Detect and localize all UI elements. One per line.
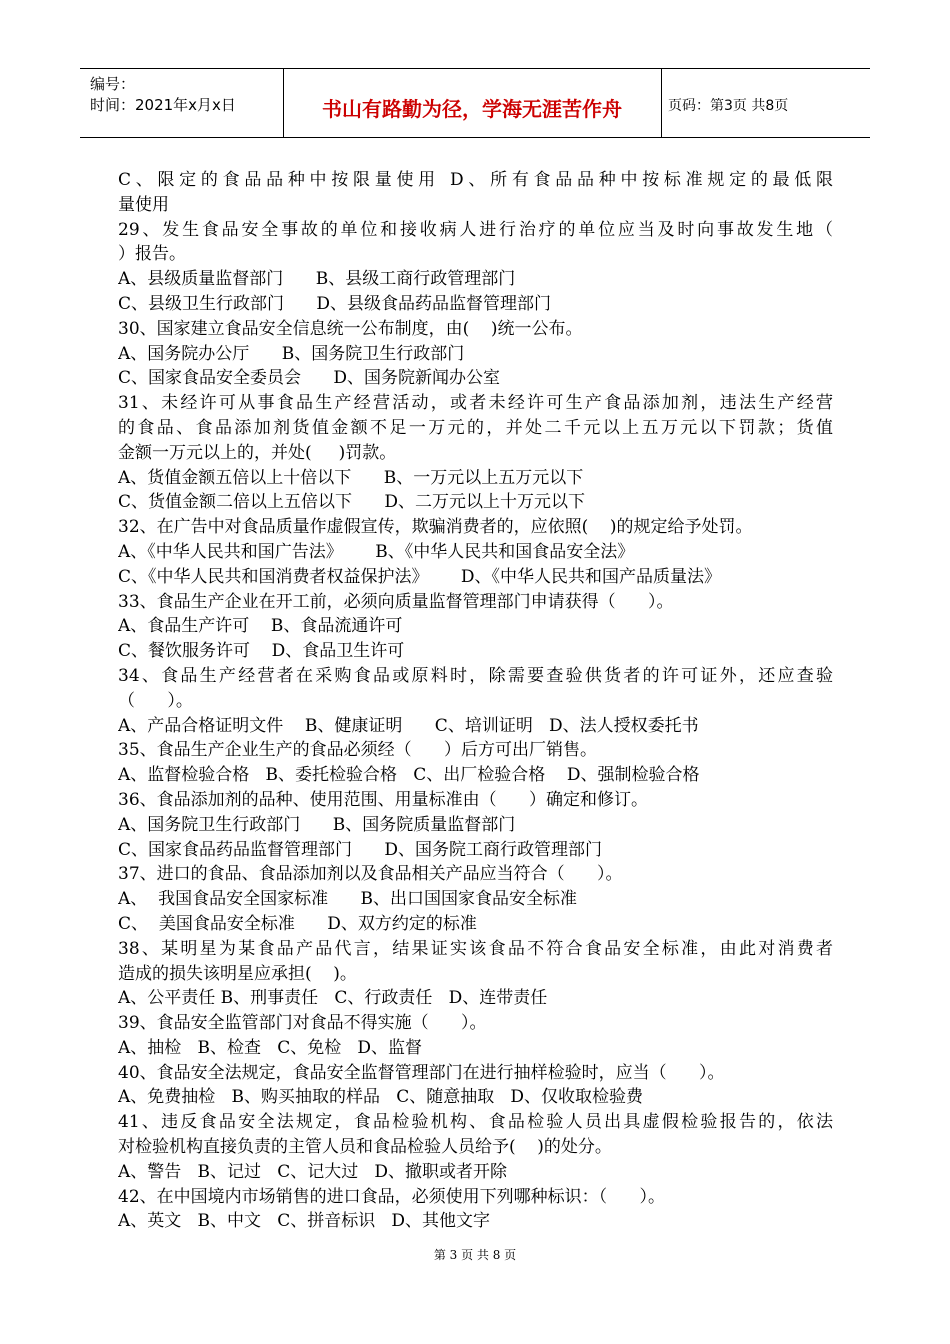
text-line: C、 美国食品安全标准 D、双方约定的标准	[118, 913, 477, 934]
text-line: 的食品、食品添加剂货值金额不足一万元的，并处二千元以上五万元以下罚款；货值	[118, 417, 833, 438]
text-line: 31、未经许可从事食品生产经营活动，或者未经许可生产食品添加剂，违法生产经营	[118, 393, 833, 414]
text-line: 42、在中国境内市场销售的进口食品，必须使用下列哪种标识：（ ）。	[118, 1186, 666, 1207]
text-line: 34、食品生产经营者在采购食品或原料时，除需要查验供货者的许可证外，还应查验	[118, 665, 833, 686]
text-line: A、食品生产许可 B、食品流通许可	[118, 616, 403, 637]
text-line: （ ）。	[118, 690, 193, 711]
text-line: 32、在广告中对食品质量作虚假宣传，欺骗消费者的，应依照( )的规定给予处罚。	[118, 517, 753, 538]
text-line: C、国家食品安全委员会 D、国务院新闻办公室	[118, 368, 501, 389]
text-line: 35、食品生产企业生产的食品必须经（ ）后方可出厂销售。	[118, 740, 598, 761]
text-line: 36、食品添加剂的品种、使用范围、用量标准由（ ）确定和修订。	[118, 789, 649, 810]
text-line: A、 我国食品安全国家标准 B、出口国国家食品安全标准	[118, 889, 577, 910]
text-line: A、监督检验合格 B、委托检验合格 C、出厂检验合格 D、强制检验合格	[118, 765, 700, 786]
header-meta-cell	[80, 69, 284, 137]
text-line: 37、进口的食品、食品添加剂以及食品相关产品应当符合（ ）。	[118, 864, 623, 885]
text-line: 量使用	[118, 194, 169, 215]
text-line: C、餐饮服务许可 D、食品卫生许可	[118, 641, 405, 662]
text-line: 造成的损失该明星应承担( )。	[118, 963, 357, 984]
text-line: A、警告 B、记过 C、记大过 D、撤职或者开除	[118, 1161, 508, 1182]
text-line: 39、食品安全监管部门对食品不得实施（ ）。	[118, 1013, 487, 1034]
text-line: C、货值金额二倍以上五倍以下 D、二万元以上十万元以下	[118, 492, 586, 513]
header-page-cell	[662, 69, 870, 137]
text-line: A、抽检 B、检查 C、免检 D、监督	[118, 1037, 423, 1058]
document-time-label: 时间：2021年x月x日	[90, 96, 236, 114]
text-line: 29、发生食品安全事故的单位和接收病人进行治疗的单位应当及时向事故发生地（	[118, 219, 833, 240]
text-line: A、国务院办公厅 B、国务院卫生行政部门	[118, 343, 465, 364]
text-line: A、货值金额五倍以上十倍以下 B、一万元以上五万元以下	[118, 467, 584, 488]
text-line: C、国家食品药品监督管理部门 D、国务院工商行政管理部门	[118, 839, 603, 860]
text-line: C、《中华人民共和国消费者权益保护法》 D、《中华人民共和国产品质量法》	[118, 566, 722, 587]
document-number-label: 编号：	[90, 75, 136, 93]
text-line: A、免费抽检 B、购买抽取的样品 C、随意抽取 D、仅收取检验费	[118, 1087, 644, 1108]
header-motto: 书山有路勤为径，学海无涯苦作舟	[322, 97, 622, 121]
page-footer: 第 3 页 共 8 页	[433, 1248, 517, 1262]
text-line: A、公平责任 B、刑事责任 C、行政责任 D、连带责任	[118, 988, 548, 1009]
page-header	[80, 68, 870, 138]
text-line: A、英文 B、中文 C、拼音标识 D、其他文字	[118, 1211, 491, 1232]
text-line: 30、国家建立食品安全信息统一公布制度，由( )统一公布。	[118, 318, 583, 339]
text-line: A、国务院卫生行政部门 B、国务院质量监督部门	[118, 814, 516, 835]
text-line: C、县级卫生行政部门 D、县级食品药品监督管理部门	[118, 293, 552, 314]
text-line: 对检验机构直接负责的主管人员和食品检验人员给予( )的处分。	[118, 1137, 612, 1158]
document-body	[118, 168, 833, 1234]
text-line: ）报告。	[118, 244, 186, 265]
header-page-info: 页码：第3页 共8页	[668, 98, 789, 114]
text-line: 38、某明星为某食品产品代言，结果证实该食品不符合食品安全标准，由此对消费者	[118, 938, 833, 959]
text-line: A、《中华人民共和国广告法》 B、《中华人民共和国食品安全法》	[118, 541, 635, 562]
text-line: 40、食品安全法规定，食品安全监督管理部门在进行抽样检验时，应当（ ）。	[118, 1062, 725, 1083]
text-line: 金额一万元以上的，并处( )罚款。	[118, 442, 397, 463]
text-line: A、产品合格证明文件 B、健康证明 C、培训证明 D、法人授权委托书	[118, 715, 699, 736]
header-motto-cell	[283, 69, 662, 137]
text-line: 41、违反食品安全法规定，食品检验机构、食品检验人员出具虚假检验报告的，依法	[118, 1112, 833, 1133]
text-line: A、县级质量监督部门 B、县级工商行政管理部门	[118, 269, 516, 290]
text-line: 33、食品生产企业在开工前，必须向质量监督管理部门申请获得（ ）。	[118, 591, 674, 612]
text-line: C、限定的食品品种中按限量使用 D、所有食品品种中按标准规定的最低限	[118, 170, 833, 190]
